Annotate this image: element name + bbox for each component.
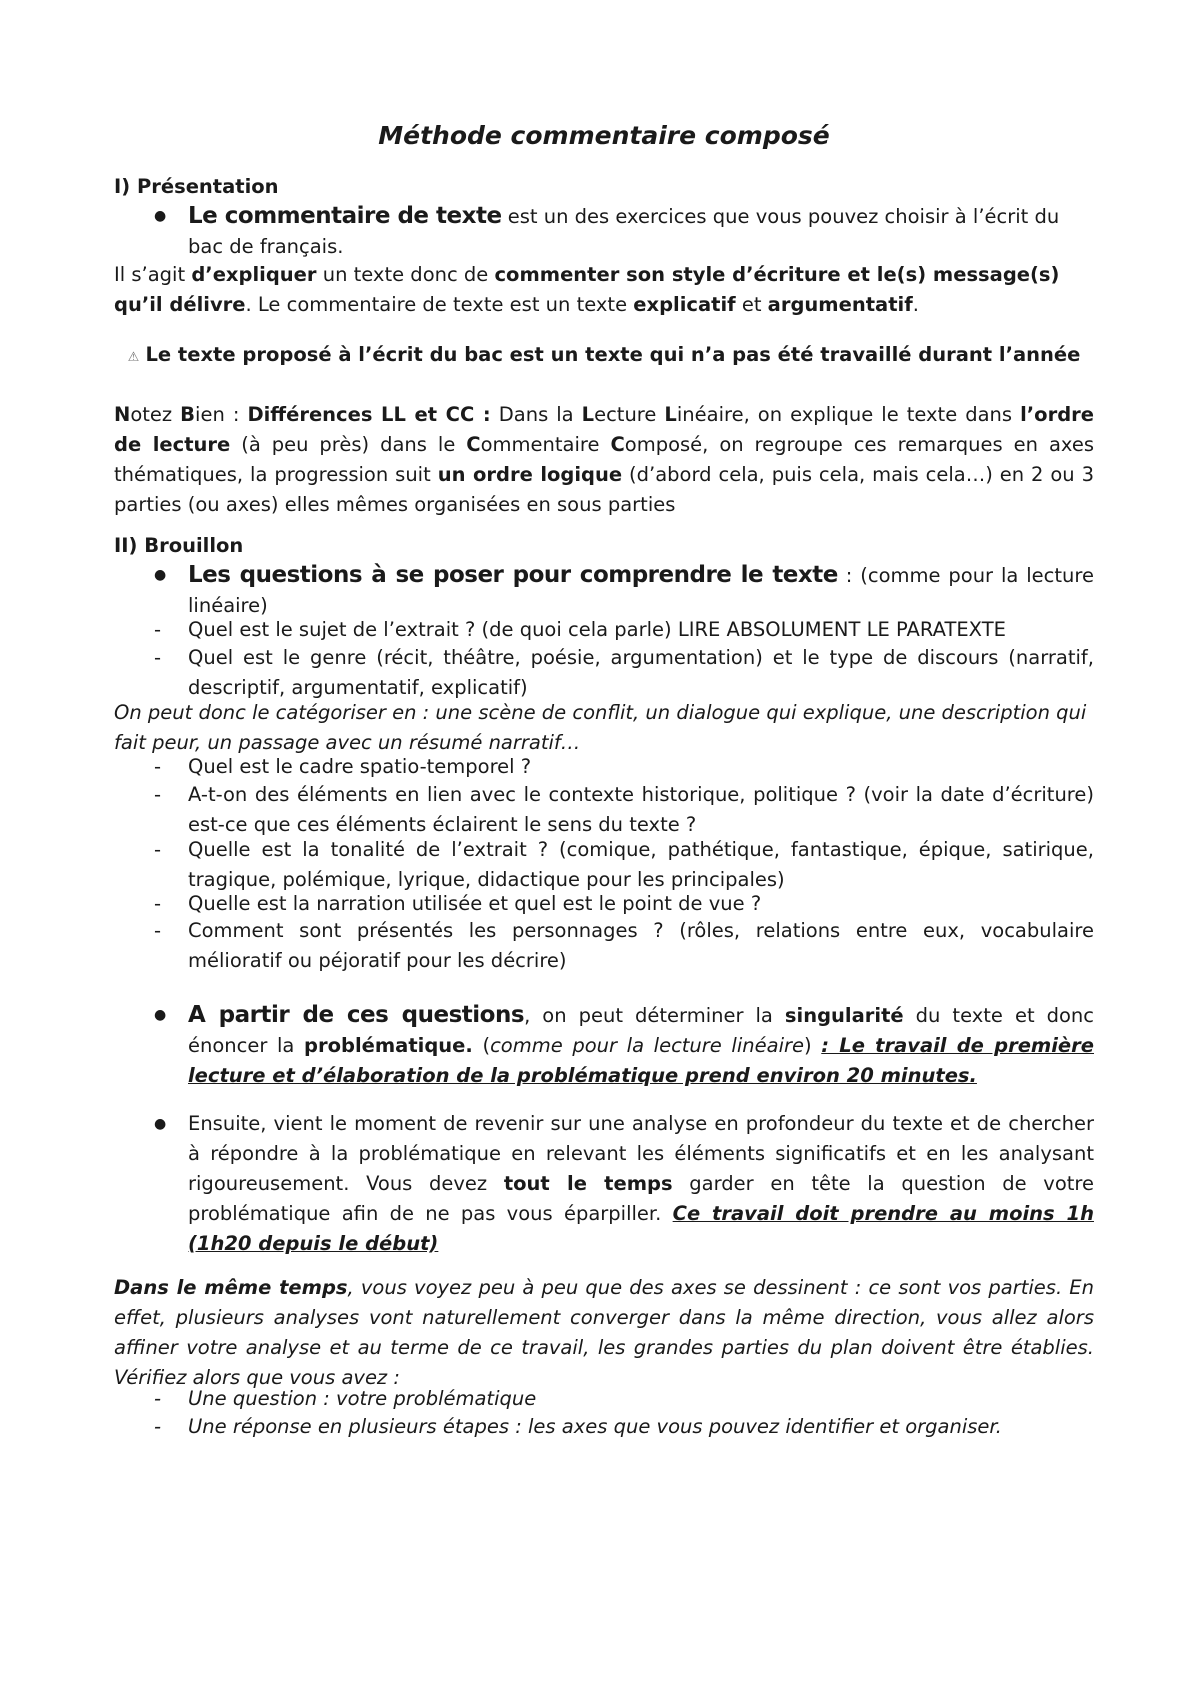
final-paragraph: Dans le même temps, vous voyez peu à peu que des axes se dessinent : ce sont vos parties. En effet, plusieurs analyses vont naturellement converger dans la même direction, vous allez alors affiner votre analyse et au terme de ce travail, les grandes parties du plan doivent être établies. Vérifiez alors que vous avez : [114,1276,1094,1389]
list-item: ● Ensuite, vient le moment de revenir sur une analyse en profondeur du texte et de chercher à répondre à la problématique en relevant les éléments significatifs et en les analysant rigoureusement. Vous devez tout le temps garder en tête la question de votre problématique afin de ne pas vous éparpiller. Ce travail doit prendre au moins 1h (1h20 depuis le début) [114,1109,1094,1259]
page-title: Méthode commentaire composé [378,121,830,150]
section-heading-presentation: I) Présentation [114,175,279,198]
bullet-icon: ● [154,1116,167,1132]
italic-note: On peut donc le catégoriser en : une scène de conflit, un dialogue qui explique, une description qui fait peur, un passage avec un résumé narratif… [114,701,1087,754]
list-item: ● Les questions à se poser pour comprendre le texte : (comme pour la lecture linéaire) [154,562,1094,617]
list-item: - Comment sont présentés les personnages ? (rôles, relations entre eux, vocabulaire mélioratif ou péjoratif pour les décrire) [154,919,1094,972]
bullet-icon: ● [154,208,167,224]
paragraph: Il s’agit d’expliquer un texte donc de commenter son style d’écriture et le(s) message(s) qu’il délivre. Le commentaire de texte est un texte explicatif et argumentatif. [114,263,1060,316]
list-item: - Quel est le cadre spatio-temporel ? [154,755,532,778]
bullet-icon: ● [154,1007,167,1023]
warning-icon: ⚠ [127,350,140,365]
list-item: ● Le commentaire de texte est un des exercices que vous pouvez choisir à l’écrit du bac de français. [154,203,1060,258]
warning-note: ⚠ Le texte proposé à l’écrit du bac est un texte qui n’a pas été travaillé durant l’année [127,343,1081,366]
section-heading-brouillon: II) Brouillon [114,534,244,557]
list-item: - Une réponse en plusieurs étapes : les axes que vous pouvez identifier et organiser. [154,1415,1002,1438]
list-item: - A-t-on des éléments en lien avec le contexte historique, politique ? (voir la date d’écriture) est-ce que ces éléments éclairent le sens du texte ? [154,783,1094,836]
bullet-icon: ● [154,567,167,583]
list-item: ● A partir de ces questions, on peut déterminer la singularité du texte et donc énoncer la problématique. (comme pour la lecture linéaire) : Le travail de première lecture et d’élaboration de la problématique prend environ 20 minutes. [154,1002,1095,1087]
list-item: - Quelle est la narration utilisée et quel est le point de vue ? [154,892,762,915]
list-item: - Quelle est la tonalité de l’extrait ? (comique, pathétique, fantastique, épique, satirique, tragique, polémique, lyrique, didactique pour les principales) [154,838,1094,891]
list-item: - Une question : votre problématique [154,1387,537,1410]
note-paragraph: Notez Bien : Différences LL et CC : Dans la Lecture Linéaire, on explique le texte dans l’ordre de lecture (à peu près) dans le Commentaire Composé, on regroupe ces remarques en axes thématiques, la progression suit un ordre logique (d’abord cela, puis cela, mais cela…) en 2 ou 3 parties (ou axes) elles mêmes organisées en sous parties [114,403,1094,516]
list-item: - Quel est le genre (récit, théâtre, poésie, argumentation) et le type de discours (narratif, descriptif, argumentatif, explicatif) [154,646,1094,699]
list-item: - Quel est le sujet de l’extrait ? (de quoi cela parle) LIRE ABSOLUMENT LE PARATEXTE [154,618,1006,641]
